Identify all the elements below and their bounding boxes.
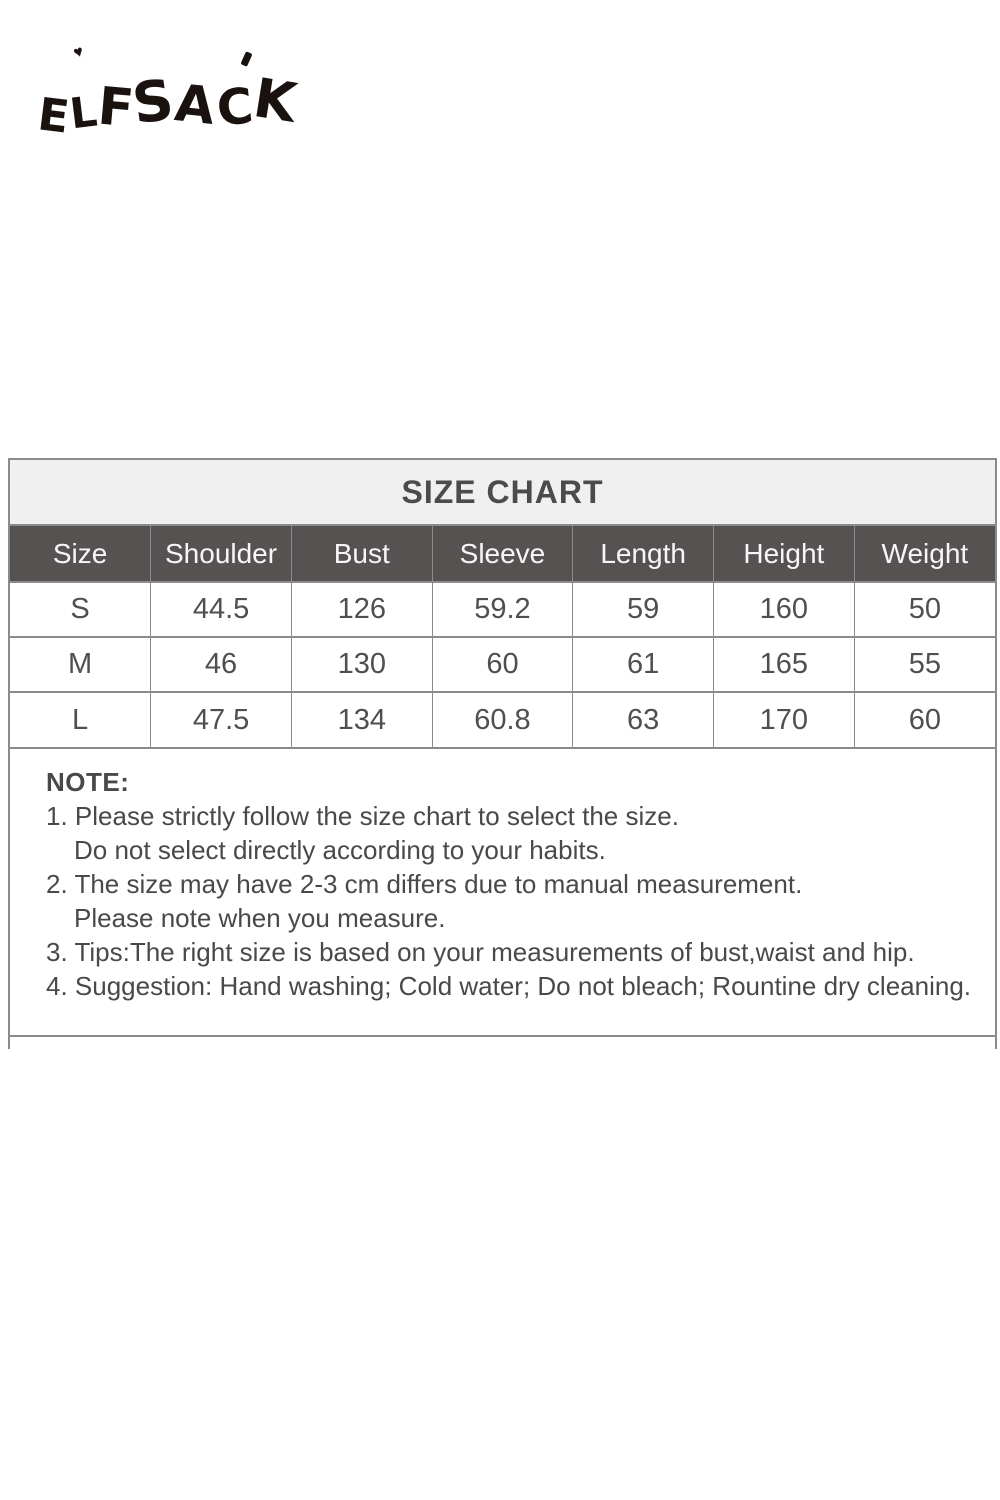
table-cell: 59.2 bbox=[432, 582, 573, 637]
table-cell: 60 bbox=[854, 692, 995, 747]
table-cell: M bbox=[10, 637, 151, 692]
column-header: Bust bbox=[291, 525, 432, 582]
logo-letter: E bbox=[34, 86, 72, 144]
note-line: 1. Please strictly follow the size chart to select the size. bbox=[46, 801, 679, 831]
table-border-stub-right bbox=[995, 1037, 997, 1049]
note-section bbox=[10, 747, 995, 1035]
table-cell: 47.5 bbox=[151, 692, 292, 747]
table-cell: 63 bbox=[573, 692, 714, 747]
table-cell: 170 bbox=[714, 692, 855, 747]
note-heading: NOTE: bbox=[46, 767, 130, 797]
table-cell: 60 bbox=[432, 637, 573, 692]
table-cell: 44.5 bbox=[151, 582, 292, 637]
table-cell: 165 bbox=[714, 637, 855, 692]
note-line: 4. Suggestion: Hand washing; Cold water; Do not bleach; Rountine dry cleaning. bbox=[46, 971, 972, 1001]
note-line: 3. Tips:The right size is based on your measurements of bust,waist and hip. bbox=[46, 937, 915, 967]
table-cell: 160 bbox=[714, 582, 855, 637]
note-lines bbox=[46, 799, 977, 1003]
table-cell: 55 bbox=[854, 637, 995, 692]
logo-letter: S bbox=[128, 67, 178, 138]
column-header: Sleeve bbox=[432, 525, 573, 582]
table-border-stub-left bbox=[8, 1037, 10, 1049]
note-line: 2. The size may have 2-3 cm differs due to manual measurement. bbox=[46, 869, 803, 899]
table-header-row bbox=[10, 525, 995, 582]
note-line: Do not select directly according to your habits. bbox=[74, 835, 606, 865]
column-header: Weight bbox=[854, 525, 995, 582]
table-cell: 126 bbox=[291, 582, 432, 637]
column-header: Length bbox=[573, 525, 714, 582]
table-cell: S bbox=[10, 582, 151, 637]
table-cell: 134 bbox=[291, 692, 432, 747]
brand-logo bbox=[34, 38, 301, 144]
table-cell: 60.8 bbox=[432, 692, 573, 747]
column-header: Height bbox=[714, 525, 855, 582]
table-cell: 59 bbox=[573, 582, 714, 637]
brand-logo-text bbox=[34, 38, 301, 144]
logo-letter: F bbox=[95, 76, 136, 140]
table-body bbox=[10, 582, 995, 747]
table-row bbox=[10, 692, 995, 747]
table-cell: L bbox=[10, 692, 151, 747]
size-chart-panel bbox=[8, 458, 997, 1037]
logo-heart-icon: ♥ bbox=[71, 42, 86, 63]
size-chart-title: SIZE CHART bbox=[10, 460, 995, 524]
table-cell: 50 bbox=[854, 582, 995, 637]
column-header: Shoulder bbox=[151, 525, 292, 582]
note-line: Please note when you measure. bbox=[74, 903, 446, 933]
logo-letter: K bbox=[249, 66, 301, 136]
table-cell: 130 bbox=[291, 637, 432, 692]
table-row bbox=[10, 637, 995, 692]
logo-letter: L bbox=[66, 86, 100, 139]
logo-letter: C bbox=[213, 77, 256, 138]
table-cell: 46 bbox=[151, 637, 292, 692]
size-table bbox=[10, 524, 995, 747]
column-header: Size bbox=[10, 525, 151, 582]
logo-letter: A bbox=[172, 74, 218, 138]
table-row bbox=[10, 582, 995, 637]
table-cell: 61 bbox=[573, 637, 714, 692]
